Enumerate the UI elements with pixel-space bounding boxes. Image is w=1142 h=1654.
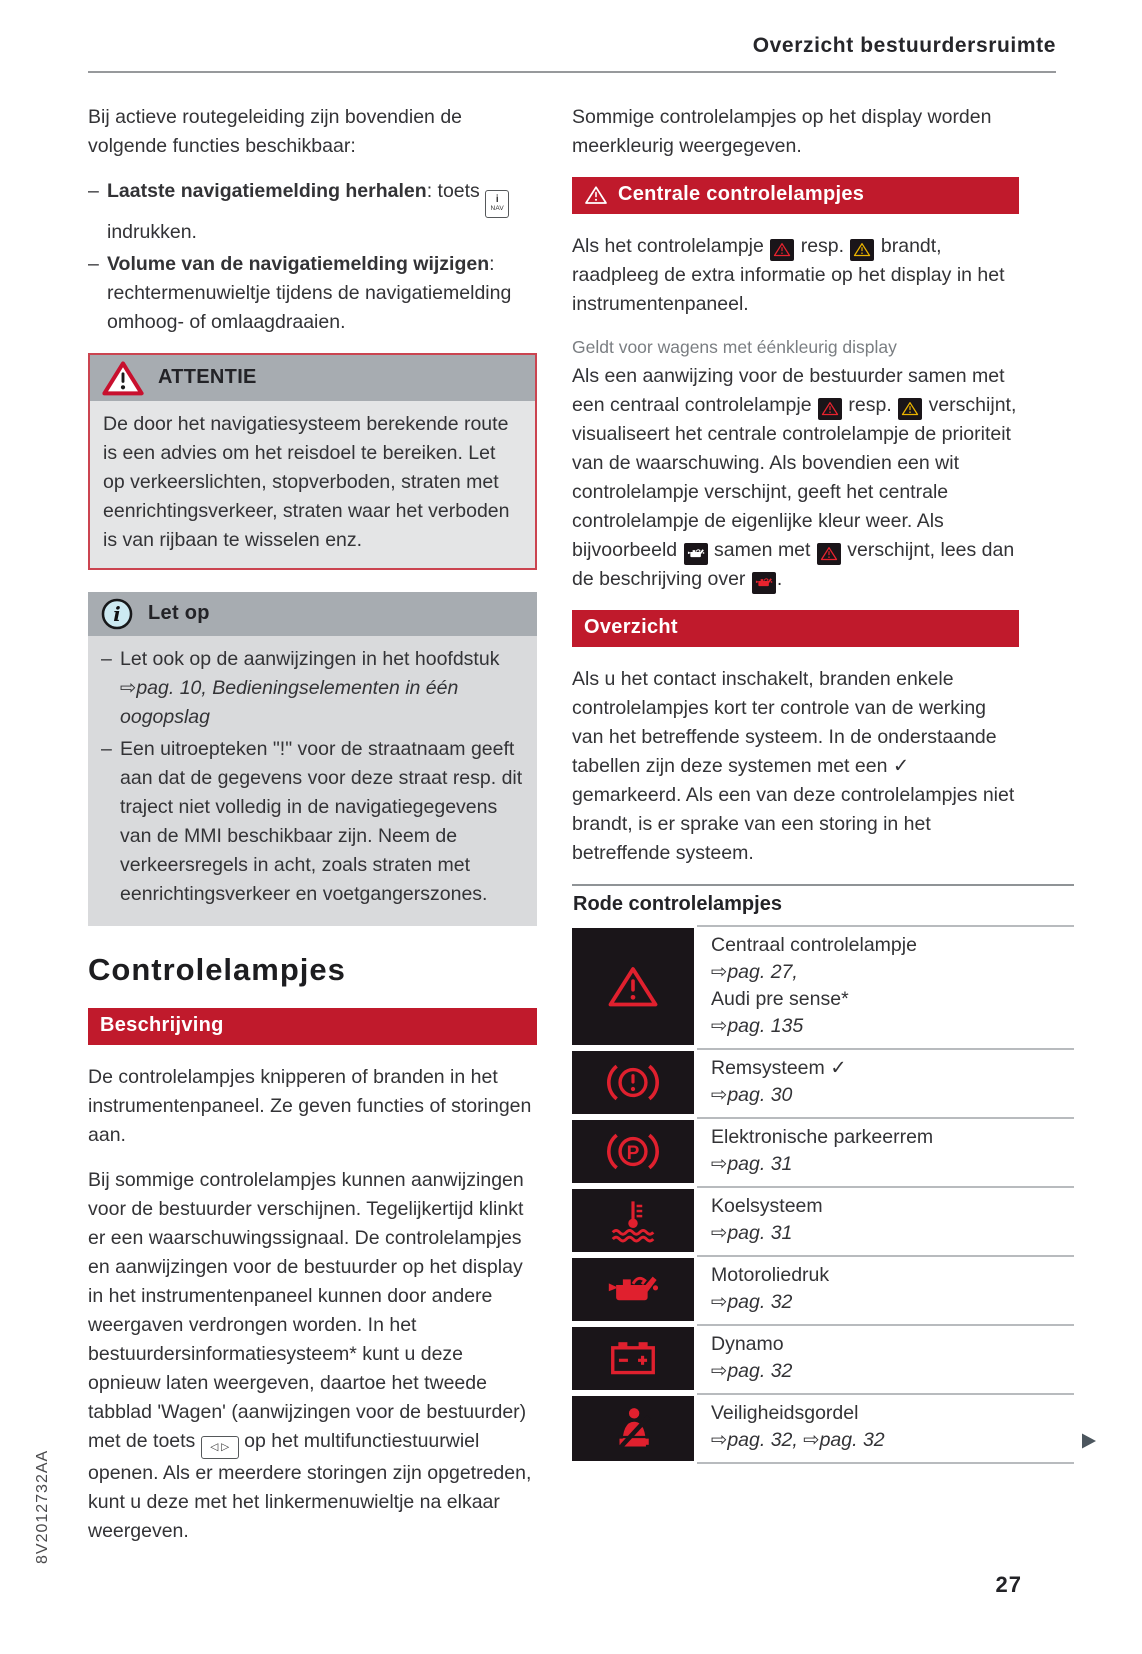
- battery-indicator-icon: [572, 1327, 694, 1390]
- paragraph-text: verschijnt, lees dan de beschrijving over: [572, 539, 1015, 590]
- coolant-indicator-icon: [572, 1189, 694, 1252]
- list-item-text: indrukken.: [107, 220, 197, 243]
- page-reference: ⇨pag. 32: [711, 1291, 793, 1313]
- left-column: [88, 103, 537, 1562]
- left-right-arrows-key-icon: [201, 1436, 239, 1459]
- page-reference: ⇨pag. 10, Bedieningselementen in één oogopslag: [120, 676, 459, 728]
- note-box-header: [88, 592, 537, 636]
- paragraph-text: Als een aanwijzing voor de bestuurder samen met een centraal controlelampje: [572, 365, 1005, 416]
- paragraph: [88, 1166, 537, 1546]
- subsection-banner-overzicht: [572, 610, 1019, 647]
- applicability-note: Geldt voor wagens met éénkleurig display: [572, 337, 897, 357]
- intro-paragraph: Bij actieve routegeleiding zijn bovendien de volgende functies beschikbaar:: [88, 106, 463, 157]
- paragraph-text: op het multifunctiestuurwiel openen. Als er meerdere storingen zijn opgetreden, kunt u deze met het linkermenuwieltje na elkaar weergeven.: [88, 1429, 532, 1542]
- table-title: Rode controlelampjes: [572, 884, 1074, 925]
- oil-indicator-icon: [572, 1258, 694, 1321]
- page-reference: ⇨pag. 31: [711, 1153, 793, 1175]
- list-item: [88, 250, 537, 337]
- paragraph-text: resp.: [795, 235, 850, 257]
- subsection-banner-beschrijving: [88, 1008, 537, 1045]
- paragraph-text: Als het controlelampje: [572, 235, 770, 257]
- note-box-body: [88, 636, 537, 926]
- oil-pressure-white-icon: [684, 543, 708, 565]
- page-reference: ⇨pag. 27,: [711, 961, 798, 983]
- right-column: [572, 103, 1019, 1464]
- note-box-title: Let op: [148, 602, 210, 625]
- list-item-text: : rechtermenuwieltje tijdens de navigatiemelding omhoog- of omlaagdraaien.: [107, 252, 512, 333]
- svg-text:i: i: [113, 602, 121, 626]
- indicator-label: Elektronische parkeerrem: [711, 1126, 934, 1148]
- subsection-banner-central-indicators: [572, 177, 1019, 214]
- paragraph: [572, 232, 1019, 319]
- page-reference: ⇨pag. 31: [711, 1222, 793, 1244]
- attention-warning-triangle-icon: [102, 360, 144, 396]
- central-warning-red-icon: [770, 239, 794, 261]
- attention-box-header: [90, 355, 535, 401]
- page-reference: ⇨pag. 32: [711, 1360, 793, 1382]
- paragraph-text: brandt, raadpleeg de extra informatie op het display in het instrumentenpaneel.: [572, 235, 1005, 315]
- attention-box-title: ATTENTIE: [158, 366, 257, 389]
- red-indicators-table: [572, 884, 1074, 1464]
- page-header: [88, 34, 1056, 73]
- table-row: [572, 1048, 1074, 1117]
- paragraph-text: .: [776, 568, 783, 590]
- list-item-lead: Volume van de navigatiemelding wijzigen: [107, 252, 490, 275]
- central-warning-yellow-icon: [850, 239, 874, 261]
- warning-triangle-icon: [584, 185, 608, 205]
- page-reference: ⇨pag. 30: [711, 1084, 793, 1106]
- table-row: [572, 1117, 1074, 1186]
- table-row: [572, 1324, 1074, 1393]
- note-item: [101, 735, 524, 909]
- central-warning-yellow-icon: [898, 398, 922, 420]
- table-row: [572, 1186, 1074, 1255]
- seatbelt-indicator-icon: [572, 1396, 694, 1461]
- page-number: 27: [995, 1572, 1022, 1597]
- warning-indicator-icon: [572, 928, 694, 1045]
- nav-key-icon: [485, 190, 509, 218]
- banner-label: Overzicht: [584, 616, 678, 638]
- note-item-text: Let ook op de aanwijzingen in het hoofdstuk: [120, 647, 500, 670]
- paragraph-text: Bij sommige controlelampjes kunnen aanwijzingen voor de bestuurder verschijnen. Tegelijkertijd klinkt er een waarschuwingssignaal. De controlelampjes en aanwijzingen voor de bestuurder op het display in het instrumentenpaneel kunnen door andere weergaven verdrongen worden. In het bestuurdersinformatiesysteem* kunt u deze opnieuw laten weergeven, daartoe het tweede tabblad 'Wagen' (aanwijzingen voor de bestuurder) met de toets: [88, 1168, 527, 1452]
- list-item-text: : toets: [426, 180, 486, 202]
- table-row: [572, 925, 1074, 1048]
- indicator-label: Centraal controlelampje: [711, 934, 917, 956]
- note-item-text: Een uitroepteken "!" voor de straatnaam geeft aan dat de gegevens voor deze straat resp. dit traject niet volledig in de navigatiegegevens van de MMI beschikbaar zijn. Neem de verkeersregels in acht, zoals straten met eenrichtingsverkeer en voetgangerszones.: [120, 737, 523, 905]
- table-continuation-icon: [1080, 1432, 1098, 1450]
- table-rows: [572, 925, 1074, 1464]
- nav-key-top-label: i: [495, 194, 499, 205]
- note-box: [88, 592, 537, 926]
- list-item: [88, 177, 537, 247]
- indicator-label: Audi pre sense*: [711, 988, 849, 1010]
- paragraph: [572, 362, 1019, 594]
- page-title: Overzicht bestuurdersruimte: [752, 34, 1056, 57]
- banner-label: Centrale controlelampjes: [618, 183, 865, 205]
- page-reference: ⇨pag. 135: [711, 1015, 804, 1037]
- indicator-label: Motoroliedruk: [711, 1264, 830, 1286]
- paragraph: De controlelampjes knipperen of branden in het instrumentenpaneel. Ze geven functies of storingen aan.: [88, 1065, 532, 1146]
- indicator-label: Dynamo: [711, 1333, 784, 1355]
- note-item: [101, 645, 524, 732]
- brake-indicator-icon: [572, 1051, 694, 1114]
- info-icon: [100, 597, 134, 631]
- list-item-lead: Laatste navigatiemelding herhalen: [107, 180, 427, 202]
- page-reference: ⇨pag. 32, ⇨pag. 32: [711, 1429, 885, 1451]
- document-code: 8V2012732AA: [34, 1449, 51, 1564]
- central-warning-red-icon: [817, 543, 841, 565]
- indicator-label: Koelsysteem: [711, 1195, 823, 1217]
- paragraph: Als u het contact inschakelt, branden enkele controlelampjes kort ter controle van de werking van het betreffende systeem. In de onderstaande tabellen zijn deze systemen met een ✓ gemarkeerd. Als een van deze controlelampjes niet brandt, is er sprake van een storing in het betreffende systeem.: [572, 668, 1015, 864]
- oil-pressure-red-icon: [752, 572, 776, 594]
- indicator-label: Veiligheidsgordel: [711, 1402, 859, 1424]
- section-heading: Controlelampjes: [88, 951, 346, 987]
- paragraph-text: verschijnt, visualiseert het centrale controlelampje de prioriteit van de waarschuwing. Als bovendien een wit controlelampje verschijnt, geeft het centrale controlelampje de eigenlijke kleur weer. Als bijvoorbeeld: [572, 394, 1017, 561]
- attention-box: [88, 353, 537, 570]
- arrows-key-label: ◁ ▷: [210, 1440, 230, 1453]
- central-warning-red-icon: [818, 398, 842, 420]
- navigation-functions-list: [88, 177, 537, 337]
- banner-label: Beschrijving: [100, 1013, 224, 1036]
- intro-paragraph: Sommige controlelampjes op het display worden meerkleurig weergegeven.: [572, 106, 992, 157]
- nav-key-bottom-label: NAV: [490, 205, 504, 212]
- parking-brake-indicator-icon: [572, 1120, 694, 1183]
- table-row: [572, 1393, 1074, 1464]
- table-row: [572, 1255, 1074, 1324]
- paragraph-text: samen met: [708, 539, 816, 561]
- attention-box-body: De door het navigatiesysteem berekende route is een advies om het reisdoel te bereiken. Let op verkeerslichten, stopverboden, straten met eenrichtingsverkeer, straten waar het verboden is van rijbaan te wisselen enz.: [90, 401, 535, 568]
- indicator-label: Remsysteem ✓: [711, 1057, 847, 1079]
- paragraph-text: resp.: [842, 394, 898, 416]
